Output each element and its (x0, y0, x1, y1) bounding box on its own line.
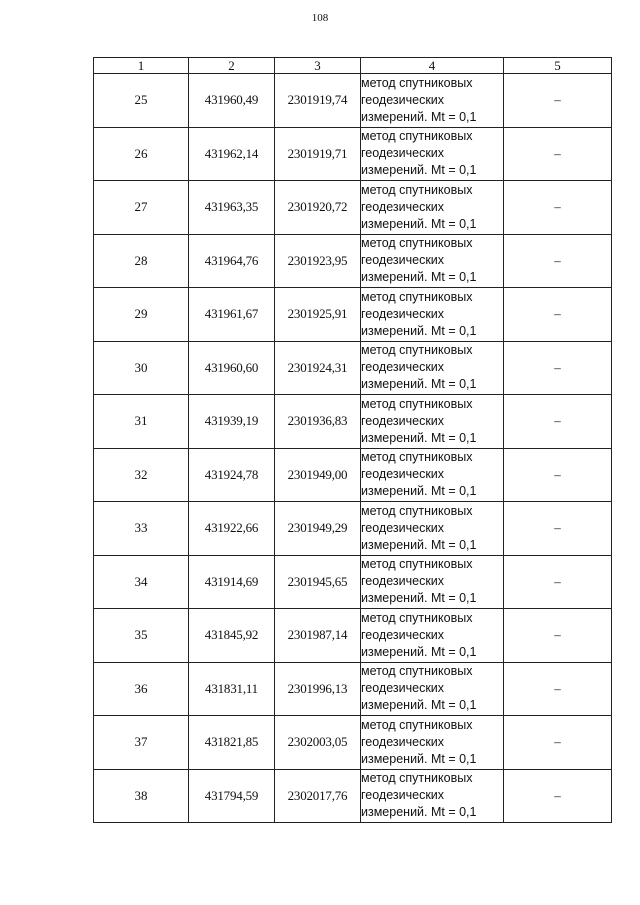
y-coordinate-cell: 2301945,65 (275, 555, 361, 609)
method-line: измерений. Mt = 0,1 (361, 270, 477, 285)
method-cell (361, 234, 504, 288)
x-coordinate-cell: 431964,76 (189, 234, 275, 288)
y-coordinate-cell: 2301996,13 (275, 662, 361, 716)
method-cell (361, 716, 504, 770)
method-cell (361, 395, 504, 449)
table-row (94, 127, 612, 181)
point-number-cell: 30 (94, 341, 189, 395)
method-line: метод спутниковых (361, 182, 473, 197)
point-number-cell: 25 (94, 74, 189, 128)
method-line: измерений. Mt = 0,1 (361, 377, 477, 392)
table-row (94, 662, 612, 716)
column-5-cell: – (504, 288, 612, 342)
table-header-row (94, 58, 612, 74)
y-coordinate-cell: 2301987,14 (275, 609, 361, 663)
method-line: измерений. Mt = 0,1 (361, 591, 477, 606)
y-coordinate-cell: 2301919,71 (275, 127, 361, 181)
method-line: измерений. Mt = 0,1 (361, 163, 477, 178)
x-coordinate-cell: 431960,49 (189, 74, 275, 128)
table-row (94, 181, 612, 235)
method-cell (361, 74, 504, 128)
x-coordinate-cell: 431939,19 (189, 395, 275, 449)
method-line: метод спутниковых (361, 343, 473, 358)
method-line: геодезических (361, 467, 445, 482)
y-coordinate-cell: 2302003,05 (275, 716, 361, 770)
table-row (94, 769, 612, 823)
x-coordinate-cell: 431922,66 (189, 502, 275, 556)
y-coordinate-cell: 2301925,91 (275, 288, 361, 342)
point-number-cell: 33 (94, 502, 189, 556)
x-coordinate-cell: 431794,59 (189, 769, 275, 823)
y-coordinate-cell: 2301923,95 (275, 234, 361, 288)
table-row (94, 502, 612, 556)
method-line: метод спутниковых (361, 236, 473, 251)
column-5-cell: – (504, 555, 612, 609)
column-header-4: 4 (361, 58, 504, 74)
x-coordinate-cell: 431962,14 (189, 127, 275, 181)
method-cell (361, 555, 504, 609)
column-5-cell: – (504, 127, 612, 181)
x-coordinate-cell: 431961,67 (189, 288, 275, 342)
method-line: измерений. Mt = 0,1 (361, 537, 477, 552)
column-5-cell: – (504, 716, 612, 770)
table-row (94, 716, 612, 770)
method-line: геодезических (361, 520, 445, 535)
method-line: геодезических (361, 788, 445, 803)
y-coordinate-cell: 2301924,31 (275, 341, 361, 395)
method-line: геодезических (361, 413, 445, 428)
method-line: метод спутниковых (361, 450, 473, 465)
method-line: метод спутниковых (361, 396, 473, 411)
method-line: метод спутниковых (361, 557, 473, 572)
column-5-cell: – (504, 74, 612, 128)
y-coordinate-cell: 2301936,83 (275, 395, 361, 449)
x-coordinate-cell: 431924,78 (189, 448, 275, 502)
column-5-cell: – (504, 181, 612, 235)
method-line: геодезических (361, 199, 445, 214)
column-5-cell: – (504, 234, 612, 288)
point-number-cell: 36 (94, 662, 189, 716)
method-line: геодезических (361, 253, 445, 268)
point-number-cell: 31 (94, 395, 189, 449)
point-number-cell: 28 (94, 234, 189, 288)
coordinates-table (93, 57, 612, 823)
column-5-cell: – (504, 341, 612, 395)
point-number-cell: 38 (94, 769, 189, 823)
point-number-cell: 32 (94, 448, 189, 502)
x-coordinate-cell: 431963,35 (189, 181, 275, 235)
method-line: метод спутниковых (361, 129, 473, 144)
method-line: измерений. Mt = 0,1 (361, 751, 477, 766)
method-line: геодезических (361, 92, 445, 107)
method-cell (361, 662, 504, 716)
method-line: метод спутниковых (361, 610, 473, 625)
method-line: геодезических (361, 681, 445, 696)
column-5-cell: – (504, 448, 612, 502)
x-coordinate-cell: 431845,92 (189, 609, 275, 663)
method-cell (361, 181, 504, 235)
page-number: 108 (311, 12, 329, 24)
x-coordinate-cell: 431821,85 (189, 716, 275, 770)
y-coordinate-cell: 2301920,72 (275, 181, 361, 235)
method-cell (361, 502, 504, 556)
method-line: метод спутниковых (361, 664, 473, 679)
method-line: метод спутниковых (361, 503, 473, 518)
method-line: измерений. Mt = 0,1 (361, 323, 477, 338)
column-header-1: 1 (94, 58, 189, 74)
method-line: геодезических (361, 360, 445, 375)
method-line: метод спутниковых (361, 289, 473, 304)
column-header-2: 2 (189, 58, 275, 74)
point-number-cell: 27 (94, 181, 189, 235)
table-row (94, 609, 612, 663)
y-coordinate-cell: 2301949,29 (275, 502, 361, 556)
method-line: метод спутниковых (361, 717, 473, 732)
table-body (94, 74, 612, 823)
table-row (94, 341, 612, 395)
table-row (94, 74, 612, 128)
method-line: измерений. Mt = 0,1 (361, 484, 477, 499)
column-5-cell: – (504, 769, 612, 823)
table-row (94, 395, 612, 449)
method-line: измерений. Mt = 0,1 (361, 805, 477, 820)
y-coordinate-cell: 2302017,76 (275, 769, 361, 823)
method-line: измерений. Mt = 0,1 (361, 430, 477, 445)
column-5-cell: – (504, 502, 612, 556)
point-number-cell: 34 (94, 555, 189, 609)
method-cell (361, 127, 504, 181)
point-number-cell: 37 (94, 716, 189, 770)
column-5-cell: – (504, 395, 612, 449)
point-number-cell: 26 (94, 127, 189, 181)
point-number-cell: 29 (94, 288, 189, 342)
point-number-cell: 35 (94, 609, 189, 663)
method-cell (361, 288, 504, 342)
column-5-cell: – (504, 662, 612, 716)
method-line: метод спутниковых (361, 75, 473, 90)
method-line: измерений. Mt = 0,1 (361, 644, 477, 659)
column-5-cell: – (504, 609, 612, 663)
method-cell (361, 769, 504, 823)
method-line: геодезических (361, 734, 445, 749)
x-coordinate-cell: 431914,69 (189, 555, 275, 609)
x-coordinate-cell: 431831,11 (189, 662, 275, 716)
method-line: геодезических (361, 574, 445, 589)
y-coordinate-cell: 2301949,00 (275, 448, 361, 502)
y-coordinate-cell: 2301919,74 (275, 74, 361, 128)
table-row (94, 288, 612, 342)
method-line: геодезических (361, 146, 445, 161)
method-line: геодезических (361, 306, 445, 321)
method-line: геодезических (361, 627, 445, 642)
method-cell (361, 341, 504, 395)
table-row (94, 234, 612, 288)
method-line: измерений. Mt = 0,1 (361, 216, 477, 231)
column-header-3: 3 (275, 58, 361, 74)
table-row (94, 555, 612, 609)
method-line: измерений. Mt = 0,1 (361, 109, 477, 124)
method-cell (361, 609, 504, 663)
method-line: измерений. Mt = 0,1 (361, 698, 477, 713)
table-row (94, 448, 612, 502)
method-line: метод спутниковых (361, 771, 473, 786)
column-header-5: 5 (504, 58, 612, 74)
x-coordinate-cell: 431960,60 (189, 341, 275, 395)
method-cell (361, 448, 504, 502)
